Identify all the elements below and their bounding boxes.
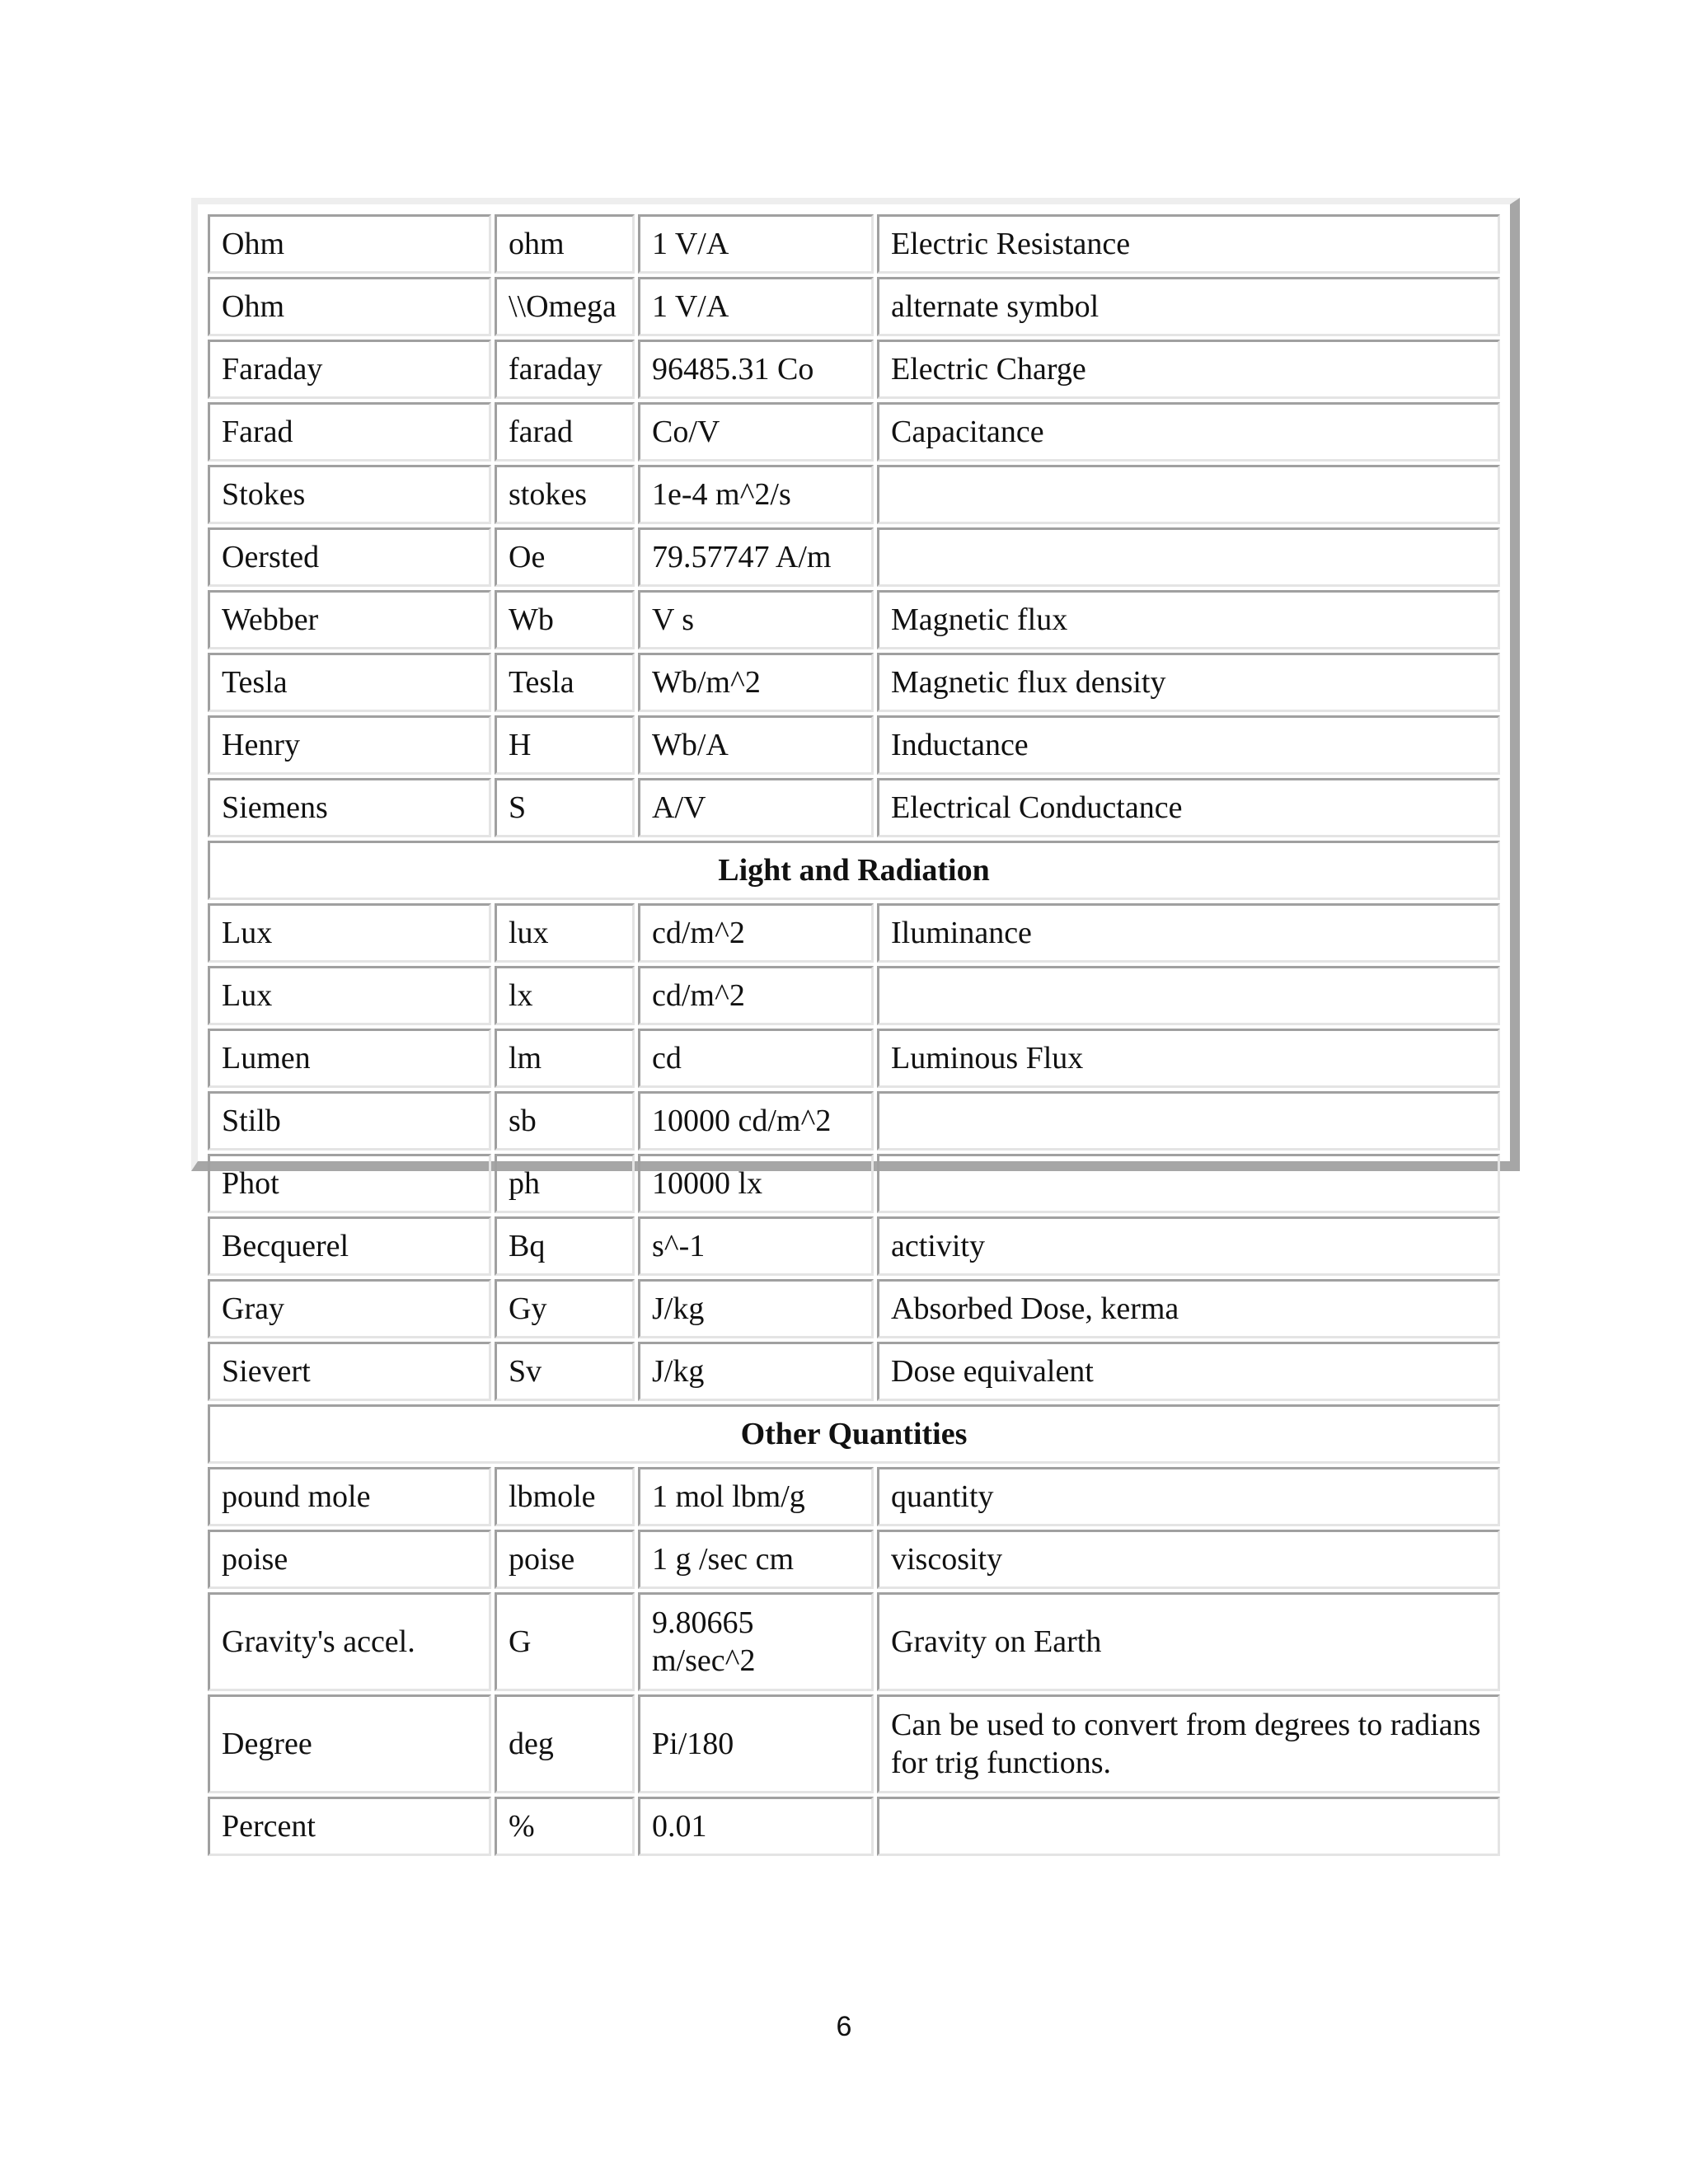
- unit-symbol-cell: G: [495, 1592, 635, 1691]
- table-row: [208, 966, 1500, 1025]
- table-row: [208, 778, 1500, 837]
- unit-name-cell: Phot: [208, 1154, 491, 1213]
- table-row: [208, 402, 1500, 462]
- section-title: Light and Radiation: [208, 841, 1500, 900]
- unit-value-cell: 1 V/A: [638, 277, 874, 336]
- unit-description-cell: [877, 966, 1500, 1025]
- table-row: [208, 1091, 1500, 1151]
- unit-description-cell: activity: [877, 1216, 1500, 1276]
- unit-value-cell: 1 g /sec cm: [638, 1530, 874, 1589]
- unit-description-cell: Dose equivalent: [877, 1342, 1500, 1401]
- unit-symbol-cell: Oe: [495, 527, 635, 587]
- unit-value-cell: cd/m^2: [638, 903, 874, 963]
- table-row: [208, 340, 1500, 399]
- table-row: [208, 527, 1500, 587]
- unit-description-cell: Gravity on Earth: [877, 1592, 1500, 1691]
- unit-name-cell: Becquerel: [208, 1216, 491, 1276]
- units-table-frame: [191, 198, 1520, 1844]
- unit-symbol-cell: Sv: [495, 1342, 635, 1401]
- unit-name-cell: Tesla: [208, 653, 491, 712]
- section-header-row: [208, 841, 1500, 900]
- unit-description-cell: Inductance: [877, 715, 1500, 775]
- unit-description-cell: Can be used to convert from degrees to radians for trig functions.: [877, 1694, 1500, 1793]
- unit-name-cell: poise: [208, 1530, 491, 1589]
- table-row: [208, 903, 1500, 963]
- unit-name-cell: Ohm: [208, 277, 491, 336]
- table-row: [208, 1467, 1500, 1526]
- unit-symbol-cell: ohm: [495, 214, 635, 274]
- table-row: [208, 590, 1500, 649]
- unit-description-cell: Luminous Flux: [877, 1029, 1500, 1088]
- unit-value-cell: Co/V: [638, 402, 874, 462]
- unit-name-cell: Oersted: [208, 527, 491, 587]
- unit-symbol-cell: ph: [495, 1154, 635, 1213]
- unit-symbol-cell: Gy: [495, 1279, 635, 1338]
- unit-name-cell: Siemens: [208, 778, 491, 837]
- unit-description-cell: quantity: [877, 1467, 1500, 1526]
- unit-name-cell: pound mole: [208, 1467, 491, 1526]
- table-row: [208, 653, 1500, 712]
- unit-value-cell: cd: [638, 1029, 874, 1088]
- table-row: [208, 1592, 1500, 1691]
- unit-value-cell: 0.01: [638, 1797, 874, 1856]
- unit-description-cell: Iluminance: [877, 903, 1500, 963]
- unit-symbol-cell: lbmole: [495, 1467, 635, 1526]
- unit-value-cell: 1 mol lbm/g: [638, 1467, 874, 1526]
- unit-description-cell: Absorbed Dose, kerma: [877, 1279, 1500, 1338]
- unit-description-cell: [877, 1154, 1500, 1213]
- unit-name-cell: Faraday: [208, 340, 491, 399]
- unit-description-cell: [877, 527, 1500, 587]
- table-row: [208, 1797, 1500, 1856]
- unit-value-cell: A/V: [638, 778, 874, 837]
- unit-name-cell: Gray: [208, 1279, 491, 1338]
- unit-value-cell: 1 V/A: [638, 214, 874, 274]
- section-title: Other Quantities: [208, 1404, 1500, 1464]
- unit-name-cell: Farad: [208, 402, 491, 462]
- table-row: [208, 1694, 1500, 1793]
- unit-name-cell: Degree: [208, 1694, 491, 1793]
- unit-value-cell: 1e-4 m^2/s: [638, 465, 874, 524]
- unit-description-cell: Electrical Conductance: [877, 778, 1500, 837]
- unit-description-cell: Magnetic flux: [877, 590, 1500, 649]
- table-row: [208, 1279, 1500, 1338]
- unit-symbol-cell: lx: [495, 966, 635, 1025]
- unit-name-cell: Ohm: [208, 214, 491, 274]
- unit-value-cell: s^-1: [638, 1216, 874, 1276]
- unit-value-cell: V s: [638, 590, 874, 649]
- unit-symbol-cell: sb: [495, 1091, 635, 1151]
- units-table-body: [208, 214, 1500, 1856]
- unit-symbol-cell: farad: [495, 402, 635, 462]
- unit-symbol-cell: poise: [495, 1530, 635, 1589]
- unit-value-cell: cd/m^2: [638, 966, 874, 1025]
- unit-value-cell: 9.80665 m/sec^2: [638, 1592, 874, 1691]
- unit-symbol-cell: lm: [495, 1029, 635, 1088]
- unit-symbol-cell: stokes: [495, 465, 635, 524]
- unit-description-cell: [877, 1797, 1500, 1856]
- unit-symbol-cell: Tesla: [495, 653, 635, 712]
- unit-value-cell: Wb/m^2: [638, 653, 874, 712]
- section-header-row: [208, 1404, 1500, 1464]
- unit-value-cell: Wb/A: [638, 715, 874, 775]
- table-row: [208, 465, 1500, 524]
- unit-symbol-cell: Wb: [495, 590, 635, 649]
- unit-description-cell: [877, 465, 1500, 524]
- unit-symbol-cell: Bq: [495, 1216, 635, 1276]
- unit-description-cell: alternate symbol: [877, 277, 1500, 336]
- unit-name-cell: Lumen: [208, 1029, 491, 1088]
- unit-name-cell: Lux: [208, 903, 491, 963]
- page-number: 6: [836, 2011, 852, 2042]
- unit-value-cell: J/kg: [638, 1342, 874, 1401]
- unit-description-cell: Electric Charge: [877, 340, 1500, 399]
- unit-symbol-cell: \\Omega: [495, 277, 635, 336]
- unit-name-cell: Stilb: [208, 1091, 491, 1151]
- table-row: [208, 1154, 1500, 1213]
- unit-value-cell: J/kg: [638, 1279, 874, 1338]
- table-row: [208, 1530, 1500, 1589]
- unit-value-cell: 96485.31 Co: [638, 340, 874, 399]
- unit-value-cell: 79.57747 A/m: [638, 527, 874, 587]
- unit-symbol-cell: H: [495, 715, 635, 775]
- table-row: [208, 277, 1500, 336]
- unit-name-cell: Percent: [208, 1797, 491, 1856]
- unit-description-cell: Magnetic flux density: [877, 653, 1500, 712]
- unit-symbol-cell: S: [495, 778, 635, 837]
- unit-description-cell: Capacitance: [877, 402, 1500, 462]
- unit-symbol-cell: deg: [495, 1694, 635, 1793]
- table-row: [208, 1029, 1500, 1088]
- unit-value-cell: 10000 cd/m^2: [638, 1091, 874, 1151]
- unit-name-cell: Gravity's accel.: [208, 1592, 491, 1691]
- unit-value-cell: Pi/180: [638, 1694, 874, 1793]
- table-row: [208, 214, 1500, 274]
- unit-symbol-cell: lux: [495, 903, 635, 963]
- unit-name-cell: Lux: [208, 966, 491, 1025]
- unit-description-cell: Electric Resistance: [877, 214, 1500, 274]
- unit-symbol-cell: faraday: [495, 340, 635, 399]
- unit-name-cell: Webber: [208, 590, 491, 649]
- units-table: [204, 211, 1503, 1859]
- unit-name-cell: Stokes: [208, 465, 491, 524]
- unit-value-cell: 10000 lx: [638, 1154, 874, 1213]
- unit-description-cell: viscosity: [877, 1530, 1500, 1589]
- unit-description-cell: [877, 1091, 1500, 1151]
- table-row: [208, 1342, 1500, 1401]
- unit-symbol-cell: %: [495, 1797, 635, 1856]
- unit-name-cell: Sievert: [208, 1342, 491, 1401]
- table-row: [208, 1216, 1500, 1276]
- table-row: [208, 715, 1500, 775]
- unit-name-cell: Henry: [208, 715, 491, 775]
